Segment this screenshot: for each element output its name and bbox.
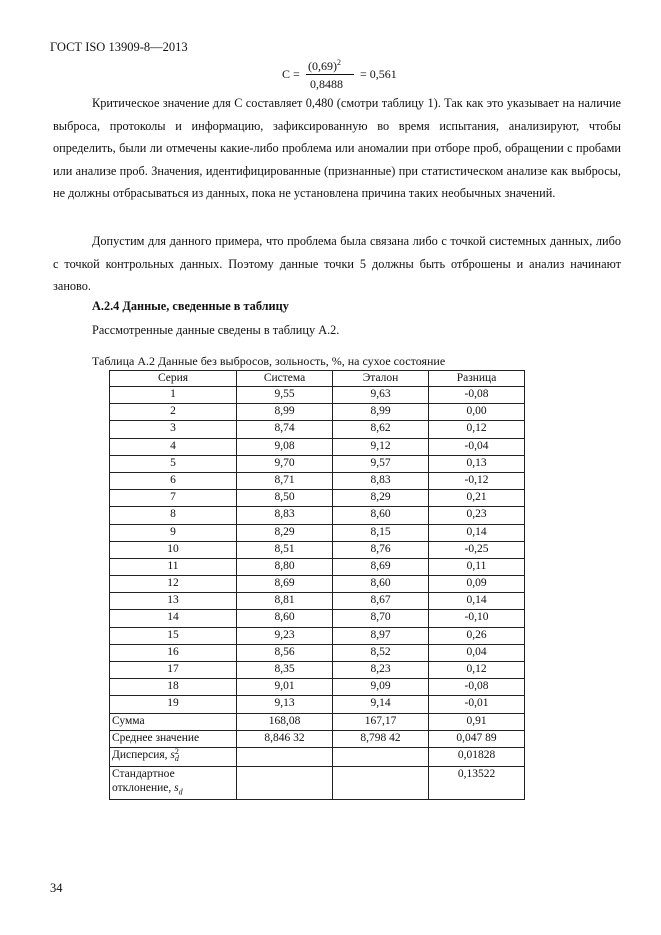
cell-system: 8,29 [237,524,333,541]
cell-difference: 0,047 89 [429,730,525,747]
cell-series: 16 [110,644,237,661]
variance-symbol: s [170,748,175,761]
stdev-label-line1: Стандартное [112,767,175,780]
cell-reference: 8,97 [333,627,429,644]
cell-system: 8,50 [237,490,333,507]
formula-lhs: C = [282,67,300,81]
formula-denominator: 0,8488 [310,77,343,91]
paragraph-assumption: Допустим для данного примера, что проблема была связана либо с точкой системных данных, либо с точкой контрольных данных. Поэтому данные точки 5 должны быть отброшены и анализ начинают заново. [53,234,621,294]
cell-difference: 0,04 [429,644,525,661]
table-row [110,576,525,593]
table-row [110,627,525,644]
stdev-sub-letter: d [178,787,183,797]
summary-row-stdev [110,766,525,799]
cell-difference: 0,23 [429,507,525,524]
cell-series: 2 [110,404,237,421]
table-row [110,558,525,575]
cell-system: 8,846 32 [237,730,333,747]
summary-row-mean [110,730,525,747]
cell-reference [333,747,429,766]
cell-reference: 8,70 [333,610,429,627]
cell-series: 15 [110,627,237,644]
table-row [110,696,525,713]
cell-reference: 8,29 [333,490,429,507]
cell-reference [333,766,429,799]
table-row [110,524,525,541]
cell-reference: 8,76 [333,541,429,558]
variance-sup: 2 [174,746,179,756]
cell-series: 9 [110,524,237,541]
table-row [110,472,525,489]
col-header-reference: Эталон [333,371,429,387]
section-heading: A.2.4 Данные, сведенные в таблицу [92,299,289,313]
cell-system [237,747,333,766]
cell-system: 8,83 [237,507,333,524]
cell-system: 8,74 [237,421,333,438]
cell-label: Среднее значение [110,730,237,747]
col-header-series: Серия [110,371,237,387]
cell-difference: 0,12 [429,421,525,438]
page-number: 34 [50,881,63,895]
cell-difference: 0,13 [429,455,525,472]
cell-difference: 0,13522 [429,766,525,799]
cell-difference: -0,10 [429,610,525,627]
cell-reference: 8,23 [333,662,429,679]
table-row [110,455,525,472]
table-header-row [110,371,525,387]
cell-system: 8,99 [237,404,333,421]
cell-system: 8,69 [237,576,333,593]
cell-reference: 8,67 [333,593,429,610]
cell-system: 8,71 [237,472,333,489]
cell-series: 13 [110,593,237,610]
paragraph-critical-value: Критическое значение для C составляет 0,480 (смотри таблицу 1). Так как это указывает на наличие выброса, протоколы и информацию, зафиксированную во время испытания, анализируют, чтобы определить, были ли отмечены какие-либо проблема или аномалии при отборе проб, обращении с пробами или анализе проб. Значения, идентифицированные (признанные) при статистическом анализе как выбросы, не должны отбрасываться из данных, пока не установлена причина таких необычных значений. [53,96,621,201]
cell-reference: 8,62 [333,421,429,438]
cell-difference: 0,26 [429,627,525,644]
cell-series: 18 [110,679,237,696]
variance-sub: d [174,753,179,763]
cell-series: 4 [110,438,237,455]
cell-system: 8,51 [237,541,333,558]
cell-system: 8,60 [237,610,333,627]
cell-label: Сумма [110,713,237,730]
table-row [110,490,525,507]
cell-difference: -0,08 [429,387,525,404]
table-row [110,421,525,438]
table-caption: Таблица A.2 Данные без выбросов, зольность, %, на сухое состояние [92,354,446,368]
cell-reference: 8,52 [333,644,429,661]
stdev-sub [179,787,183,796]
table-row [110,438,525,455]
stdev-symbol: s [174,781,179,794]
cell-series: 10 [110,541,237,558]
cell-series: 17 [110,662,237,679]
summary-row-sum [110,713,525,730]
cell-system: 8,35 [237,662,333,679]
cell-difference: 0,91 [429,713,525,730]
cell-system [237,766,333,799]
cell-difference: 0,21 [429,490,525,507]
table-row [110,644,525,661]
table-row [110,404,525,421]
table-row [110,541,525,558]
cell-series: 14 [110,610,237,627]
cell-label [110,766,237,799]
col-header-system: Система [237,371,333,387]
cell-system: 9,08 [237,438,333,455]
cell-series: 12 [110,576,237,593]
cell-series: 5 [110,455,237,472]
formula-exponent: 2 [337,58,341,67]
cell-reference: 8,60 [333,576,429,593]
formula-rhs: = 0,561 [360,67,397,81]
section-text: Рассмотренные данные сведены в таблицу A.2. [92,323,340,337]
cell-series: 7 [110,490,237,507]
cell-reference: 8,60 [333,507,429,524]
cell-system: 9,23 [237,627,333,644]
table-row [110,593,525,610]
cell-difference: 0,14 [429,524,525,541]
cell-reference: 8,15 [333,524,429,541]
table-row [110,387,525,404]
formula-c [282,56,422,92]
cell-difference: 0,11 [429,558,525,575]
formula-numerator-base: (0,69) [308,59,337,73]
cell-difference: -0,04 [429,438,525,455]
cell-reference: 9,57 [333,455,429,472]
cell-reference: 8,798 42 [333,730,429,747]
cell-series: 8 [110,507,237,524]
cell-difference: 0,01828 [429,747,525,766]
variance-label: Дисперсия, [112,748,171,761]
cell-series: 11 [110,558,237,575]
cell-difference: -0,25 [429,541,525,558]
stdev-label-line2: отклонение, [112,781,175,794]
cell-reference: 8,69 [333,558,429,575]
cell-system: 9,13 [237,696,333,713]
cell-reference: 8,99 [333,404,429,421]
cell-difference: 0,09 [429,576,525,593]
variance-indices [175,748,179,762]
cell-reference: 9,12 [333,438,429,455]
cell-series: 3 [110,421,237,438]
cell-difference: -0,12 [429,472,525,489]
formula-numerator [308,58,341,74]
document-header: ГОСТ ISO 13909-8—2013 [50,40,188,54]
table-row [110,662,525,679]
fraction-bar [306,74,354,75]
cell-system: 8,81 [237,593,333,610]
cell-reference: 8,83 [333,472,429,489]
table-row [110,507,525,524]
cell-system: 9,01 [237,679,333,696]
summary-row-variance [110,747,525,766]
cell-series: 1 [110,387,237,404]
cell-system: 9,70 [237,455,333,472]
cell-system: 168,08 [237,713,333,730]
table-row [110,610,525,627]
data-table [109,370,525,800]
cell-system: 8,80 [237,558,333,575]
cell-difference: 0,00 [429,404,525,421]
col-header-difference: Разница [429,371,525,387]
table-body [110,387,525,800]
cell-reference: 167,17 [333,713,429,730]
cell-system: 8,56 [237,644,333,661]
cell-reference: 9,63 [333,387,429,404]
cell-difference: -0,01 [429,696,525,713]
cell-difference: -0,08 [429,679,525,696]
cell-series: 6 [110,472,237,489]
cell-series: 19 [110,696,237,713]
cell-reference: 9,09 [333,679,429,696]
cell-system: 9,55 [237,387,333,404]
cell-label [110,747,237,766]
cell-difference: 0,14 [429,593,525,610]
cell-reference: 9,14 [333,696,429,713]
table-row [110,679,525,696]
cell-difference: 0,12 [429,662,525,679]
